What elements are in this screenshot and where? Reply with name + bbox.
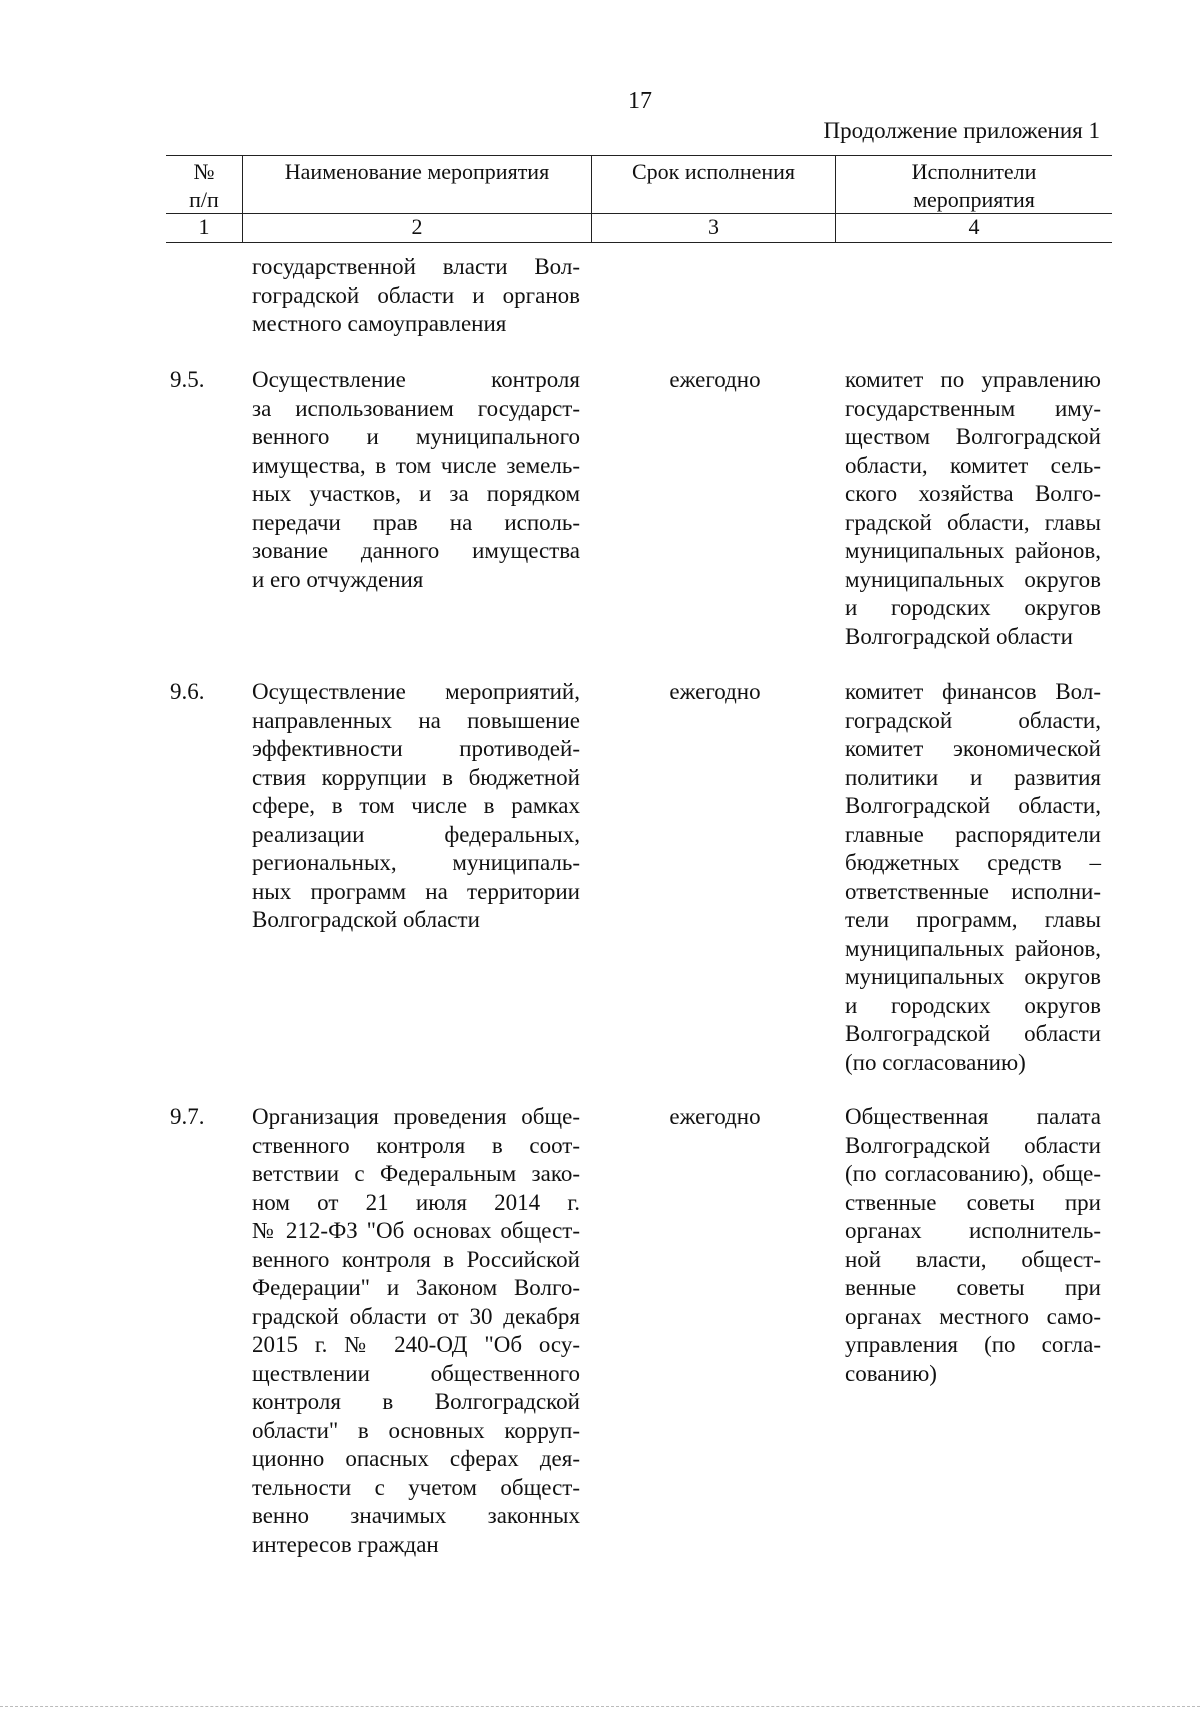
text-line: сованию) <box>845 1360 937 1386</box>
text-line: ционно опасных сферах дея- <box>252 1446 580 1471</box>
text-line: реализации федеральных, <box>252 821 580 847</box>
text-line: муниципальных округов <box>845 566 1101 592</box>
text-line: имущества, в том числе земель- <box>252 452 580 478</box>
text-line: бюджетных средств – <box>845 850 1101 875</box>
text-line: государственной власти Вол- <box>252 254 580 279</box>
text-line: венные советы при <box>845 1275 1101 1300</box>
text-line: ной власти, общест- <box>845 1246 1101 1272</box>
text-line: области, комитет сель- <box>845 452 1101 478</box>
header-executors-line2: мероприятия <box>913 187 1035 212</box>
row-number: 9.5. <box>170 367 205 392</box>
text-line: градской области, главы <box>845 509 1101 535</box>
text-line: (по согласованию), обще- <box>845 1161 1101 1186</box>
row-term: ежегодно <box>669 679 761 704</box>
text-line: региональных, муниципаль- <box>252 850 580 875</box>
row-name <box>252 678 580 935</box>
column-number-2: 2 <box>242 214 591 242</box>
row-name <box>252 366 580 594</box>
text-line: ственные советы при <box>845 1189 1101 1215</box>
text-line: интересов граждан <box>252 1531 439 1557</box>
text-line: Организация проведения обще- <box>252 1104 580 1129</box>
text-line: главные распорядители <box>845 821 1101 847</box>
header-name-column: Наименование мероприятия <box>242 156 591 213</box>
text-line: области" в основных корруп- <box>252 1417 580 1443</box>
text-line: государственным иму- <box>845 395 1101 421</box>
header-number-column <box>166 156 242 213</box>
text-line: ответственные исполни- <box>845 878 1101 904</box>
text-line: ных участков, и за порядком <box>252 481 580 506</box>
text-line: передачи прав на исполь- <box>252 509 580 535</box>
text-line: Волгоградской области <box>845 1132 1101 1158</box>
header-number-line2: п/п <box>189 187 219 212</box>
text-line: и городских округов <box>845 595 1101 620</box>
header-executors-column <box>835 156 1112 213</box>
table-header-titles <box>166 156 1112 213</box>
text-line: муниципальных районов, <box>845 935 1101 961</box>
row-term: ежегодно <box>669 367 761 392</box>
text-line: комитет экономической <box>845 736 1101 761</box>
text-line: ственного контроля в соот- <box>252 1132 580 1158</box>
page-number: 17 <box>628 88 652 114</box>
text-line: за использованием государст- <box>252 395 580 421</box>
text-line: сфере, в том числе в рамках <box>252 793 580 818</box>
text-line: органах исполнитель- <box>845 1218 1101 1243</box>
text-line: Федерации" и Законом Волго- <box>252 1275 580 1300</box>
column-number-4: 4 <box>835 214 1112 242</box>
column-number-1: 1 <box>198 214 210 239</box>
text-line: Осуществление контроля <box>252 367 580 392</box>
text-line: ных программ на территории <box>252 878 580 904</box>
column-number-3: 3 <box>591 214 835 242</box>
appendix-continuation-label: Продолжение приложения 1 <box>823 118 1100 143</box>
text-line: эффективности противодей- <box>252 736 580 761</box>
continued-text <box>252 253 580 339</box>
text-line: Волгоградской области <box>845 1021 1101 1046</box>
text-line: органах местного само- <box>845 1303 1101 1329</box>
header-term-column: Срок исполнения <box>591 156 835 213</box>
text-line: ществом Волгоградской <box>845 424 1101 449</box>
text-line: градской области от 30 декабря <box>252 1303 580 1329</box>
row-executors <box>845 366 1101 651</box>
text-line: ского хозяйства Волго- <box>845 481 1101 506</box>
text-line: управления (по согла- <box>845 1332 1101 1357</box>
text-line: 2015 г. № 240-ОД "Об осу- <box>252 1332 580 1357</box>
scan-bottom-edge <box>0 1706 1200 1708</box>
text-line: зование данного имущества <box>252 538 580 563</box>
text-line: Осуществление мероприятий, <box>252 679 580 704</box>
text-line: гоградской области и органов <box>252 282 580 308</box>
text-line: ветствии с Федеральным зако- <box>252 1161 580 1186</box>
text-line: № 212-ФЗ "Об основах общест- <box>252 1218 580 1243</box>
header-executors-line1: Исполнители <box>911 159 1037 184</box>
table-header-numbers <box>166 213 1112 242</box>
text-line: тельности с учетом общест- <box>252 1474 580 1500</box>
text-line: Общественная палата <box>845 1104 1101 1129</box>
row-name <box>252 1103 580 1559</box>
text-line: Волгоградской области <box>252 907 480 932</box>
text-line: политики и развития <box>845 764 1101 790</box>
text-line: и городских округов <box>845 992 1101 1018</box>
text-line: муниципальных районов, <box>845 538 1101 563</box>
text-line: местного самоуправления <box>252 311 507 336</box>
table-header <box>166 155 1112 243</box>
text-line: ществлении общественного <box>252 1360 580 1386</box>
text-line: Волгоградской области, <box>845 793 1101 818</box>
text-line: гоградской области, <box>845 707 1101 733</box>
text-line: тели программ, главы <box>845 907 1101 932</box>
text-line: направленных на повышение <box>252 707 580 733</box>
text-line: венно значимых законных <box>252 1503 580 1528</box>
text-line: комитет финансов Вол- <box>845 679 1101 704</box>
row-number: 9.7. <box>170 1104 205 1129</box>
text-line: (по согласованию) <box>845 1049 1026 1075</box>
text-line: муниципальных округов <box>845 964 1101 989</box>
text-line: ном от 21 июля 2014 г. <box>252 1189 580 1215</box>
text-line: Волгоградской области <box>845 623 1073 649</box>
row-number: 9.6. <box>170 679 205 704</box>
row-executors <box>845 678 1101 1077</box>
text-line: венного контроля в Российской <box>252 1246 580 1272</box>
text-line: контроля в Волгоградской <box>252 1389 580 1414</box>
header-number-line1: № <box>193 159 215 184</box>
text-line: венного и муниципального <box>252 424 580 449</box>
text-line: и его отчуждения <box>252 566 424 592</box>
text-line: комитет по управлению <box>845 367 1101 392</box>
text-line: ствия коррупции в бюджетной <box>252 764 580 790</box>
row-executors <box>845 1103 1101 1388</box>
row-term: ежегодно <box>669 1104 761 1129</box>
